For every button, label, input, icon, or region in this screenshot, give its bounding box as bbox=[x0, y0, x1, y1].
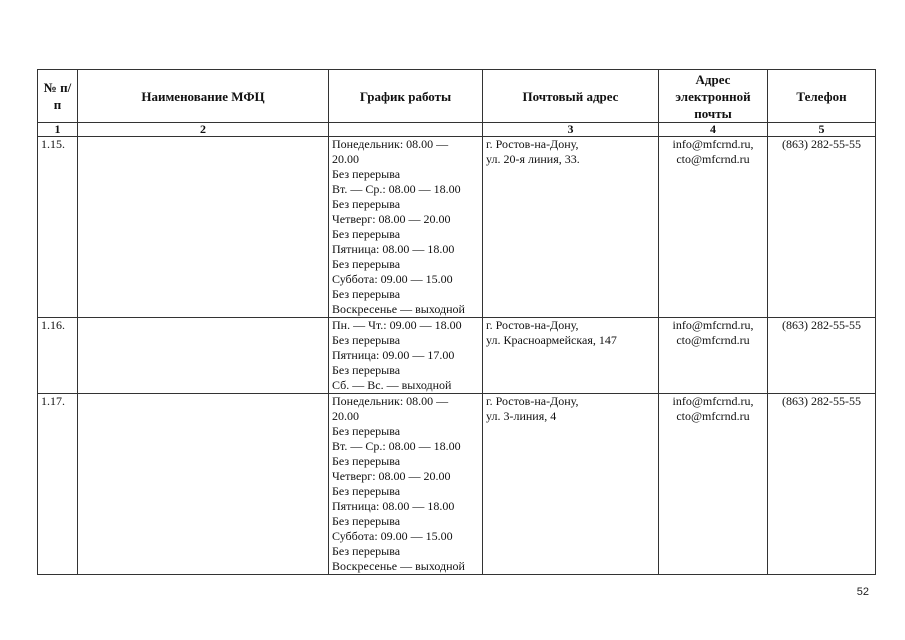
column-number: 3 bbox=[483, 123, 659, 137]
row-schedule-line: Четверг: 08.00 — 20.00 bbox=[332, 212, 451, 226]
row-name bbox=[78, 318, 329, 394]
column-numbers-row bbox=[38, 123, 876, 137]
row-schedule-line: Пятница: 09.00 — 17.00 bbox=[332, 348, 455, 362]
row-schedule-line: Понедельник: 08.00 — bbox=[332, 137, 449, 151]
row-name bbox=[78, 394, 329, 575]
header-name: Наименование МФЦ bbox=[78, 70, 329, 123]
row-num: 1.15. bbox=[38, 137, 78, 318]
row-email-line: cto@mfcrnd.ru bbox=[676, 409, 750, 423]
row-schedule-line: 20.00 bbox=[332, 152, 359, 166]
row-email bbox=[659, 394, 768, 575]
row-schedule bbox=[329, 137, 483, 318]
row-schedule-line: Без перерыва bbox=[332, 197, 401, 211]
row-name bbox=[78, 137, 329, 318]
table-row bbox=[38, 394, 876, 575]
header-phone: Телефон bbox=[768, 70, 876, 123]
column-number: 1 bbox=[38, 123, 78, 137]
row-address-line: ул. 20-я линия, 33. bbox=[486, 152, 580, 166]
row-schedule-line: Пн. — Чт.: 09.00 — 18.00 bbox=[332, 318, 462, 332]
row-address bbox=[483, 394, 659, 575]
table-body bbox=[38, 137, 876, 575]
header-num: № п/п bbox=[38, 70, 78, 123]
row-schedule-line: Вт. — Ср.: 08.00 — 18.00 bbox=[332, 439, 461, 453]
row-schedule-line: Воскресенье — выходной bbox=[332, 302, 465, 316]
header-row bbox=[38, 70, 876, 123]
row-schedule-line: Пятница: 08.00 — 18.00 bbox=[332, 242, 455, 256]
row-schedule-line: Без перерыва bbox=[332, 363, 401, 377]
row-schedule-line: Без перерыва bbox=[332, 167, 401, 181]
row-schedule-line: Без перерыва bbox=[332, 514, 401, 528]
mfc-table bbox=[37, 69, 876, 575]
row-schedule-line: Суббота: 09.00 — 15.00 bbox=[332, 272, 453, 286]
column-number: 5 bbox=[768, 123, 876, 137]
row-phone: (863) 282-55-55 bbox=[768, 318, 876, 394]
row-schedule bbox=[329, 318, 483, 394]
row-schedule-line: Вт. — Ср.: 08.00 — 18.00 bbox=[332, 182, 461, 196]
row-schedule-line: Суббота: 09.00 — 15.00 bbox=[332, 529, 453, 543]
row-address-line: ул. Красноармейская, 147 bbox=[486, 333, 617, 347]
row-schedule-line: Без перерыва bbox=[332, 484, 401, 498]
row-email bbox=[659, 137, 768, 318]
row-schedule-line: Без перерыва bbox=[332, 424, 401, 438]
page-number: 52 bbox=[856, 586, 869, 598]
row-num: 1.16. bbox=[38, 318, 78, 394]
row-schedule-line: Четверг: 08.00 — 20.00 bbox=[332, 469, 451, 483]
row-schedule-line: Сб. — Вс. — выходной bbox=[332, 378, 452, 392]
row-schedule-line: Понедельник: 08.00 — bbox=[332, 394, 449, 408]
row-address-line: г. Ростов-на-Дону, bbox=[486, 318, 579, 332]
row-schedule-line: Без перерыва bbox=[332, 257, 401, 271]
column-number: 2 bbox=[78, 123, 329, 137]
table-row bbox=[38, 318, 876, 394]
row-email bbox=[659, 318, 768, 394]
column-number bbox=[329, 123, 483, 137]
header-schedule: График работы bbox=[329, 70, 483, 123]
row-address-line: г. Ростов-на-Дону, bbox=[486, 394, 579, 408]
row-schedule-line: Без перерыва bbox=[332, 544, 401, 558]
row-phone: (863) 282-55-55 bbox=[768, 137, 876, 318]
row-schedule-line: Воскресенье — выходной bbox=[332, 559, 465, 573]
row-email-line: info@mfcrnd.ru, bbox=[672, 137, 754, 151]
row-schedule-line: Пятница: 08.00 — 18.00 bbox=[332, 499, 455, 513]
row-schedule-line: Без перерыва bbox=[332, 287, 401, 301]
table-row bbox=[38, 137, 876, 318]
row-address-line: ул. 3-линия, 4 bbox=[486, 409, 557, 423]
header-address: Почтовый адрес bbox=[483, 70, 659, 123]
row-email-line: info@mfcrnd.ru, bbox=[672, 318, 754, 332]
row-schedule bbox=[329, 394, 483, 575]
row-phone: (863) 282-55-55 bbox=[768, 394, 876, 575]
row-email-line: cto@mfcrnd.ru bbox=[676, 152, 750, 166]
row-schedule-line: Без перерыва bbox=[332, 333, 401, 347]
column-number: 4 bbox=[659, 123, 768, 137]
header-email: Адрес электронной почты bbox=[659, 70, 768, 123]
row-email-line: cto@mfcrnd.ru bbox=[676, 333, 750, 347]
row-address bbox=[483, 137, 659, 318]
row-num: 1.17. bbox=[38, 394, 78, 575]
row-email-line: info@mfcrnd.ru, bbox=[672, 394, 754, 408]
row-schedule-line: Без перерыва bbox=[332, 227, 401, 241]
row-address bbox=[483, 318, 659, 394]
row-address-line: г. Ростов-на-Дону, bbox=[486, 137, 579, 151]
row-schedule-line: 20.00 bbox=[332, 409, 359, 423]
row-schedule-line: Без перерыва bbox=[332, 454, 401, 468]
